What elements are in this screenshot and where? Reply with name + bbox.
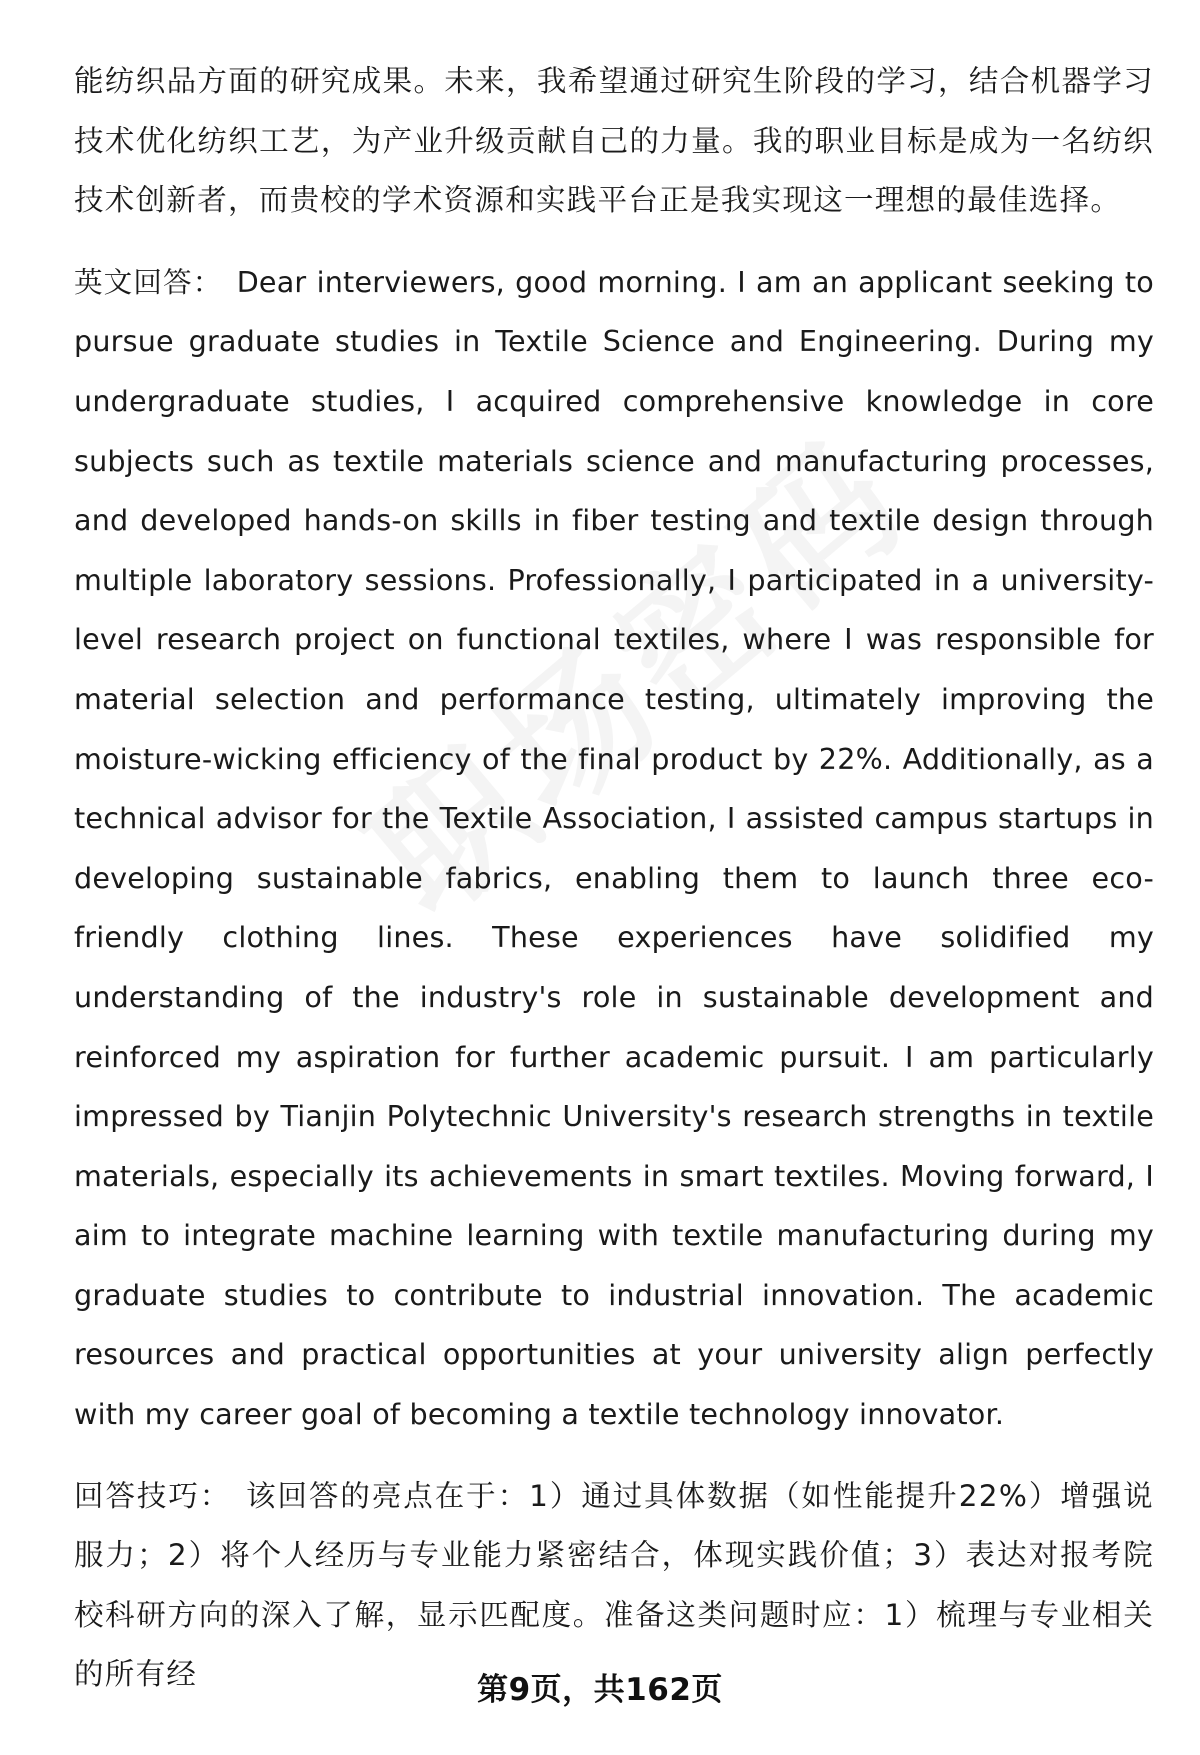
english-answer-label: 英文回答： (74, 264, 223, 299)
page-indicator: 第9页，共162页 (477, 1672, 723, 1708)
answer-tips-label: 回答技巧： (74, 1478, 232, 1513)
intro-continuation-paragraph: 能纺织品方面的研究成果。未来，我希望通过研究生阶段的学习，结合机器学习技术优化纺织工艺，为产业升级贡献自己的力量。我的职业目标是成为一名纺织技术创新者，而贵校的学术资源和实践平台正是我实现这一理想的最佳选择。 (74, 64, 1154, 218)
document-page (74, 52, 1154, 1692)
answer-tips-text: 该回答的亮点在于：1）通过具体数据（如性能提升22%）增强说服力；2）将个人经历与专业能力紧密结合，体现实践价值；3）表达对报考院校科研方向的深入了解，显示匹配度。准备这类问题时应：1）梳理与专业相关的所有经 (74, 1478, 1154, 1692)
english-answer-text: Dear interviewers, good morning. I am an applicant seeking to pursue graduate studies in Textile Science and Engineering. During my undergraduate studies, I acquired comprehensive knowledge in core subjects such as textile materials science and manufacturing processes, and developed hands-on skills in fiber testing and textile design through multiple laboratory sessions. Professionally, I participated in a university-level research project on functional textiles, where I was responsible for material selection and performance testing, ultimately improving the moisture-wicking efficiency of the final product by 22%. Additionally, as a technical advisor for the Textile Association, I assisted campus startups in developing sustainable fabrics, enabling them to launch three eco-friendly clothing lines. These experiences have solidified my understanding of the industry's role in sustainable development and reinforced my aspiration for further academic pursuit. I am particularly impressed by Tianjin Polytechnic University's research strengths in textile materials, especially its achievements in smart textiles. Moving forward, I aim to integrate machine learning with textile manufacturing during my graduate studies to contribute to industrial innovation. The academic resources and practical opportunities at your university align perfectly with my career goal of becoming a textile technology innovator. (74, 264, 1154, 1432)
english-answer-paragraph (74, 253, 1154, 1445)
